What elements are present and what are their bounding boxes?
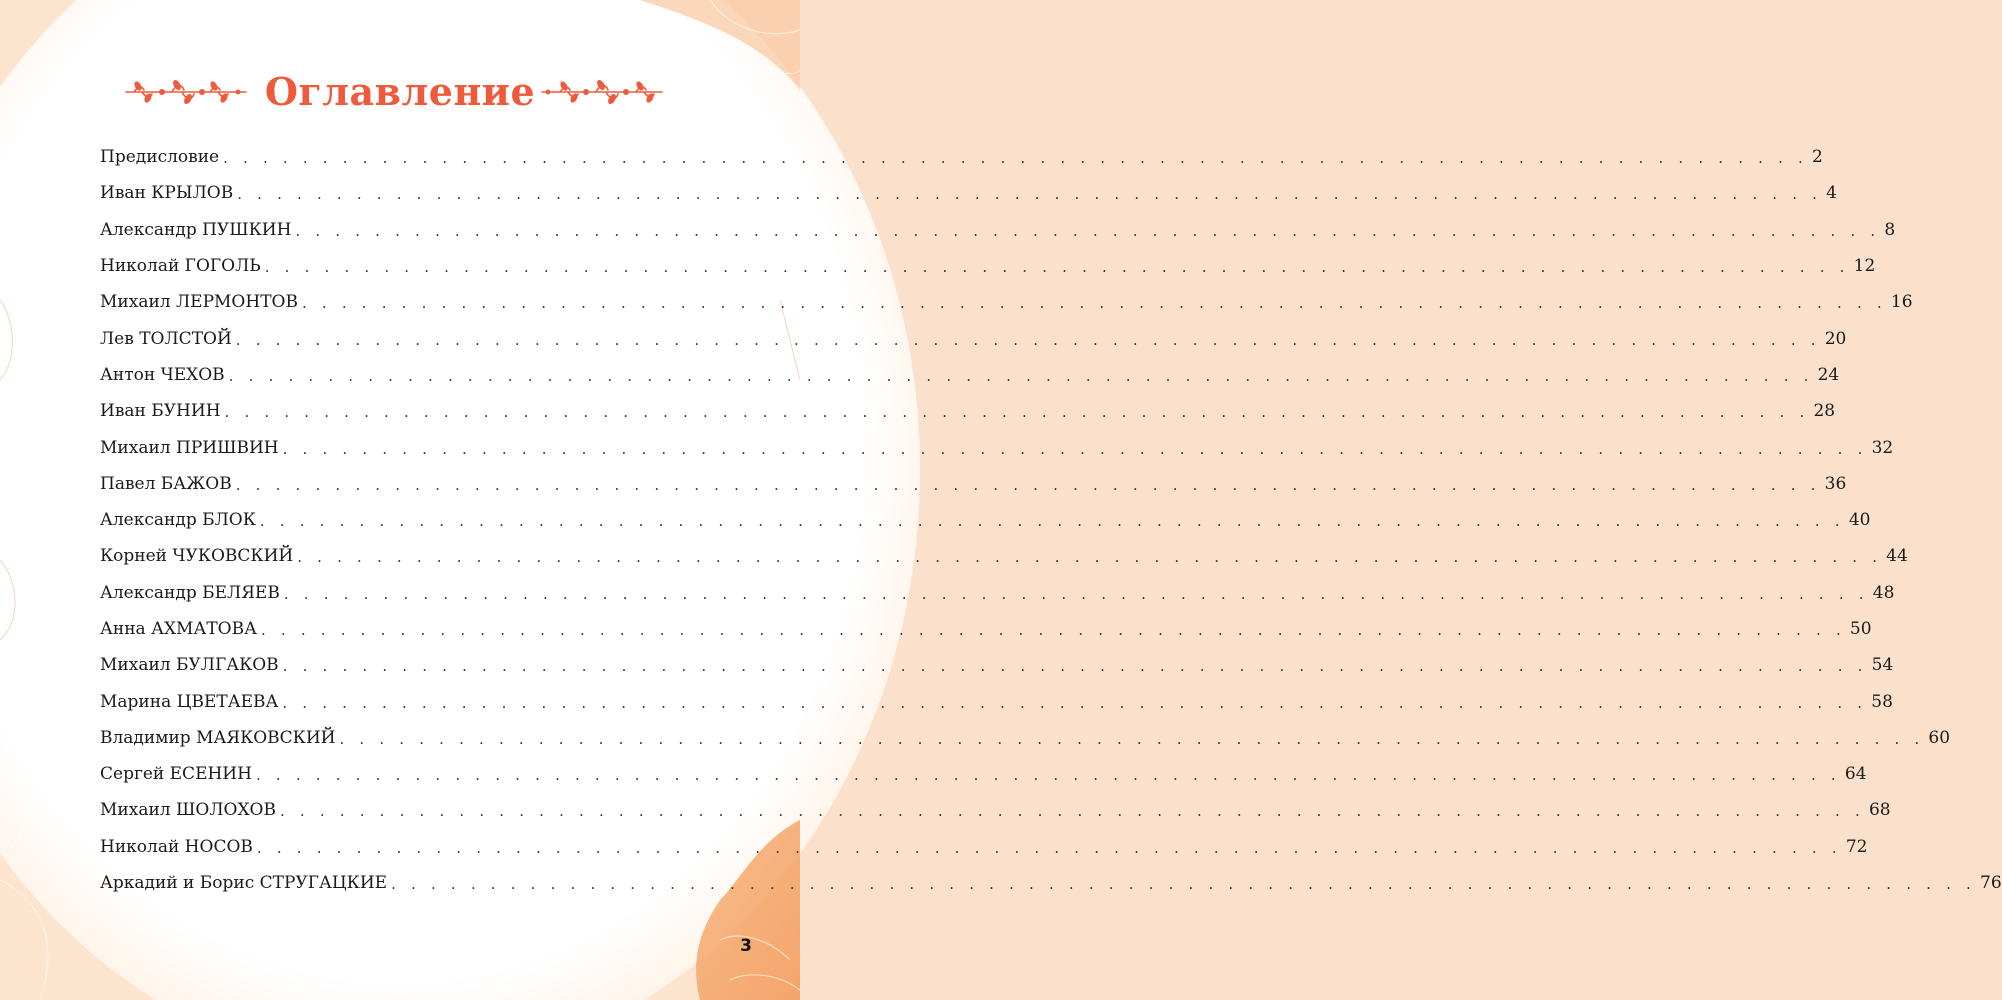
toc-entry-title: Лев ТОЛСТОЙ bbox=[100, 328, 232, 349]
toc-entry[interactable] bbox=[100, 683, 1893, 719]
dot-leader: . . . . . . . . . . . . . . . . . . . . . . . . . . . . . . . . . . . . . . . . . . . . . . . . . . . . . . . . . . . . . . . . . . . . . . . . . . . . . . . . bbox=[295, 221, 1881, 240]
toc-entry-page: 28 bbox=[1813, 401, 1836, 422]
page-number: 3 bbox=[740, 936, 752, 956]
toc-entry[interactable] bbox=[100, 647, 1894, 683]
toc-entry-title: Александр БЕЛЯЕВ bbox=[100, 582, 280, 603]
toc-entry[interactable] bbox=[100, 502, 1871, 538]
toc-entry-title: Сергей ЕСЕНИН bbox=[100, 764, 252, 785]
toc-entry[interactable] bbox=[100, 611, 1872, 647]
dot-leader: . . . . . . . . . . . . . . . . . . . . . . . . . . . . . . . . . . . . . . . . . . . . . . . . . . . . . . . . . . . . . . . . . . . . . . . . . . . . . . . . bbox=[283, 584, 1869, 603]
toc-entry-page: 50 bbox=[1849, 619, 1872, 639]
toc-entry-title: Александр ПУШКИН bbox=[100, 219, 292, 240]
toc-entry-title: Анна АХМАТОВА bbox=[100, 619, 257, 639]
toc-entry[interactable] bbox=[100, 320, 1847, 356]
toc-entry-page: 60 bbox=[1928, 727, 1951, 748]
dot-leader: . . . . . . . . . . . . . . . . . . . . . . . . . . . . . . . . . . . . . . . . . . . . . . . . . . . . . . . . . . . . . . . . . . . . . . . . . . . . . . . . bbox=[256, 838, 1842, 857]
toc-entry-title: Михаил ЛЕРМОНТОВ bbox=[100, 292, 298, 313]
dot-leader: . . . . . . . . . . . . . . . . . . . . . . . . . . . . . . . . . . . . . . . . . . . . . . . . . . . . . . . . . . . . . . . . . . . . . . . . . . . . . . . . bbox=[339, 729, 1925, 748]
dot-leader: . . . . . . . . . . . . . . . . . . . . . . . . . . . . . . . . . . . . . . . . . . . . . . . . . . . . . . . . . . . . . . . . . . . . . . . . . . . . . . . . bbox=[223, 149, 1809, 168]
toc-entry[interactable] bbox=[100, 829, 1868, 865]
toc-entry-page: 54 bbox=[1871, 655, 1894, 676]
leaf-ornament-right-icon bbox=[540, 78, 664, 106]
toc-entry-page: 68 bbox=[1868, 800, 1891, 821]
toc-entry-page: 40 bbox=[1848, 510, 1871, 531]
toc-entry-title: Иван БУНИН bbox=[100, 401, 221, 422]
toc-entry-title: Антон ЧЕХОВ bbox=[100, 364, 225, 385]
dot-leader: . . . . . . . . . . . . . . . . . . . . . . . . . . . . . . . . . . . . . . . . . . . . . . . . . . . . . . . . . . . . . . . . . . . . . . . . . . . . . . . . bbox=[282, 657, 1868, 676]
toc-entry-page: 48 bbox=[1872, 582, 1895, 603]
toc-entry-page: 32 bbox=[1871, 437, 1894, 458]
dot-leader: . . . . . . . . . . . . . . . . . . . . . . . . . . . . . . . . . . . . . . . . . . . . . . . . . . . . . . . . . . . . . . . . . . . . . . . . . . . . . . . . bbox=[282, 693, 1868, 712]
toc-entry-title: Аркадий и Борис СТРУГАЦКИЕ bbox=[100, 873, 388, 894]
toc-entry[interactable] bbox=[100, 466, 1847, 502]
toc-entry[interactable] bbox=[100, 720, 1951, 756]
toc-entry-title: Михаил ШОЛОХОВ bbox=[100, 800, 276, 821]
toc-entry-page: 4 bbox=[1826, 183, 1837, 204]
toc-entry[interactable] bbox=[100, 429, 1894, 465]
toc-entry[interactable] bbox=[100, 575, 1895, 611]
table-of-contents bbox=[100, 139, 2002, 901]
toc-entry-title: Николай НОСОВ bbox=[100, 836, 253, 857]
toc-entry-page: 2 bbox=[1812, 147, 1823, 168]
toc-entry-title: Павел БАЖОВ bbox=[100, 473, 232, 494]
dot-leader: . . . . . . . . . . . . . . . . . . . . . . . . . . . . . . . . . . . . . . . . . . . . . . . . . . . . . . . . . . . . . . . . . . . . . . . . . . . . . . . . bbox=[282, 439, 1868, 458]
dot-leader: . . . . . . . . . . . . . . . . . . . . . . . . . . . . . . . . . . . . . . . . . . . . . . . . . . . . . . . . . . . . . . . . . . . . . . . . . . . . . . . . bbox=[255, 766, 1841, 785]
dot-leader: . . . . . . . . . . . . . . . . . . . . . . . . . . . . . . . . . . . . . . . . . . . . . . . . . . . . . . . . . . . . . . . . . . . . . . . . . . . . . . . . bbox=[260, 621, 1846, 639]
dot-leader: . . . . . . . . . . . . . . . . . . . . . . . . . . . . . . . . . . . . . . . . . . . . . . . . . . . . . . . . . . . . . . . . . . . . . . . . . . . . . . . . bbox=[280, 802, 1865, 821]
toc-entry-page: 36 bbox=[1824, 473, 1847, 494]
dot-leader: . . . . . . . . . . . . . . . . . . . . . . . . . . . . . . . . . . . . . . . . . . . . . . . . . . . . . . . . . . . . . . . . . . . . . . . . . . . . . . . . bbox=[391, 875, 1977, 894]
toc-entry[interactable] bbox=[100, 357, 1840, 393]
toc-entry-page: 12 bbox=[1853, 256, 1876, 277]
toc-entry[interactable] bbox=[100, 284, 1913, 320]
toc-entry-page: 8 bbox=[1884, 219, 1896, 240]
toc-entry-page: 58 bbox=[1871, 691, 1893, 712]
toc-entry-title: Иван КРЫЛОВ bbox=[100, 183, 234, 204]
toc-entry[interactable] bbox=[100, 212, 1896, 248]
toc-entry-title: Предисловие bbox=[100, 147, 220, 168]
toc-entry-title: Владимир МАЯКОВСКИЙ bbox=[100, 727, 336, 748]
toc-entry[interactable] bbox=[100, 792, 1891, 828]
dot-leader: . . . . . . . . . . . . . . . . . . . . . . . . . . . . . . . . . . . . . . . . . . . . . . . . . . . . . . . . . . . . . . . . . . . . . . . . . . . . . . . . bbox=[237, 185, 1823, 204]
dot-leader: . . . . . . . . . . . . . . . . . . . . . . . . . . . . . . . . . . . . . . . . . . . . . . . . . . . . . . . . . . . . . . . . . . . . . . . . . . . . . . . . bbox=[228, 366, 1814, 385]
dot-leader: . . . . . . . . . . . . . . . . . . . . . . . . . . . . . . . . . . . . . . . . . . . . . . . . . . . . . . . . . . . . . . . . . . . . . . . . . . . . . . . . bbox=[264, 258, 1850, 277]
toc-entry[interactable] bbox=[100, 756, 1867, 792]
dot-leader: . . . . . . . . . . . . . . . . . . . . . . . . . . . . . . . . . . . . . . . . . . . . . . . . . . . . . . . . . . . . . . . . . . . . . . . . . . . . . . . . bbox=[259, 512, 1845, 531]
toc-entry-page: 64 bbox=[1844, 764, 1867, 785]
toc-entry-title: Михаил БУЛГАКОВ bbox=[100, 655, 279, 676]
toc-entry[interactable] bbox=[100, 538, 1908, 574]
toc-entry-title: Марина ЦВЕТАЕВА bbox=[100, 691, 279, 712]
toc-entry-page: 76 bbox=[1980, 873, 2002, 894]
toc-entry-page: 20 bbox=[1824, 328, 1847, 349]
toc-entry-page: 16 bbox=[1890, 292, 1913, 313]
dot-leader: . . . . . . . . . . . . . . . . . . . . . . . . . . . . . . . . . . . . . . . . . . . . . . . . . . . . . . . . . . . . . . . . . . . . . . . . . . . . . . . . bbox=[224, 403, 1810, 422]
dot-leader: . . . . . . . . . . . . . . . . . . . . . . . . . . . . . . . . . . . . . . . . . . . . . . . . . . . . . . . . . . . . . . . . . . . . . . . . . . . . . . . . bbox=[235, 330, 1821, 349]
heading-row bbox=[0, 62, 800, 122]
toc-entry[interactable] bbox=[100, 248, 1876, 284]
toc-entry[interactable] bbox=[100, 175, 1837, 211]
toc-entry[interactable] bbox=[100, 139, 1823, 175]
toc-entry-page: 44 bbox=[1886, 546, 1908, 567]
toc-entry-title: Корней ЧУКОВСКИЙ bbox=[100, 546, 294, 567]
toc-entry[interactable] bbox=[100, 393, 1836, 429]
toc-entry-page: 72 bbox=[1845, 836, 1868, 857]
toc-entry-title: Николай ГОГОЛЬ bbox=[100, 256, 261, 277]
dot-leader: . . . . . . . . . . . . . . . . . . . . . . . . . . . . . . . . . . . . . . . . . . . . . . . . . . . . . . . . . . . . . . . . . . . . . . . . . . . . . . . . bbox=[297, 548, 1883, 567]
toc-entry-title: Михаил ПРИШВИН bbox=[100, 437, 279, 458]
toc-entry[interactable] bbox=[100, 865, 2002, 901]
page-title: Оглавление bbox=[264, 69, 536, 114]
dot-leader: . . . . . . . . . . . . . . . . . . . . . . . . . . . . . . . . . . . . . . . . . . . . . . . . . . . . . . . . . . . . . . . . . . . . . . . . . . . . . . . . bbox=[235, 475, 1821, 494]
toc-entry-page: 24 bbox=[1817, 364, 1840, 385]
dot-leader: . . . . . . . . . . . . . . . . . . . . . . . . . . . . . . . . . . . . . . . . . . . . . . . . . . . . . . . . . . . . . . . . . . . . . . . . . . . . . . . . bbox=[301, 294, 1887, 313]
toc-entry-title: Александр БЛОК bbox=[100, 510, 256, 531]
